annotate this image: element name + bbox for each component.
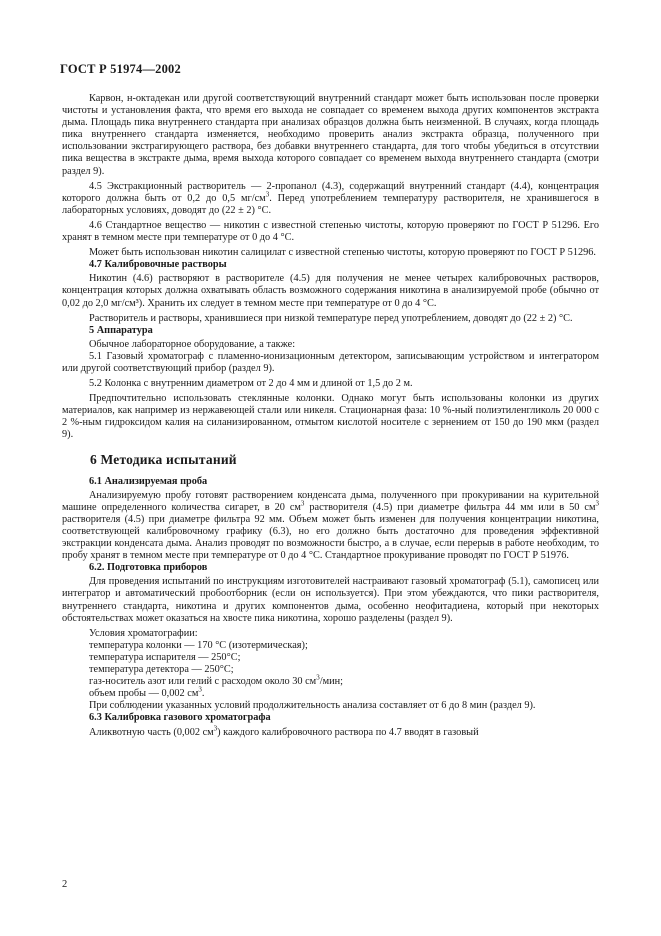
- subheading-6-1: 6.1 Анализируемая проба: [89, 475, 208, 487]
- subheading-5: 5 Аппаратура: [89, 324, 153, 336]
- condition-injector-temp: температура испарителя — 250°С;: [89, 651, 241, 663]
- paragraph-5-1: 5.1 Газовый хроматограф с пламенно-ионизационным детектором, записывающим устройством и интегратором или другой соответствующий прибор (раздел 9).: [62, 350, 599, 374]
- page-number: 2: [62, 879, 68, 890]
- paragraph-5-2: 5.2 Колонка с внутренним диаметром от 2 до 4 мм и длиной от 1,5 до 2 м.: [89, 378, 413, 390]
- paragraph-solvent-temperature: Растворитель и растворы, хранившиеся при низкой температуре перед употреблением, доводят до (22 ± 2) °С.: [89, 312, 573, 324]
- paragraph-sample-part3: растворителя (4.5) при диаметре фильтра 92 мм. Объем может быть изменен для получения концентрации никотина, соответствующей калибровочному графику (6.3), но его должно быть достаточно для проведения эффективной экстракции конденсата дыма. Анализ проводят по возможности быстро, а в случае, если перерыв в работе необходим, то пробу хранят в темном месте при температуре от 0 до 4 °С. Стандартное прокуривание проводят по ГОСТ Р 51976.: [62, 513, 599, 562]
- superscript: 3: [213, 724, 218, 733]
- standard-header: ГОСТ Р 51974—2002: [60, 62, 181, 76]
- document-body: [62, 93, 599, 742]
- paragraph-sample-part1: Анализируемую пробу готовят растворением конденсата дыма, полученного при прокуривании на курительной машине определенного количества сигарет, в 20 см: [62, 489, 599, 513]
- superscript: 3: [300, 499, 305, 508]
- paragraph-nicotine-salicylate: Может быть использован никотин салицилат с известной степенью чистоты, которую проверяют по ГОСТ Р 51296.: [89, 247, 596, 259]
- condition-carrier-gas-part2: /мин;: [319, 676, 343, 688]
- paragraph-4-5-part1: 4.5 Экстракционный растворитель — 2-пропанол (4.3), содержащий внутренний стандарт (4.4), концентрация которого должна быть от 0,2 до 0,5 мг/см: [62, 180, 599, 204]
- condition-sample-volume-part2: .: [201, 688, 205, 700]
- superscript: 3: [198, 685, 202, 694]
- section-heading-6: 6 Методика испытаний: [90, 451, 237, 467]
- condition-detector-temp: температура детектора — 250°С;: [89, 664, 234, 676]
- paragraph-analysis-duration: При соблюдении указанных условий продолжительность анализа составляет от 6 до 8 мин (раздел 9).: [89, 700, 536, 712]
- paragraph-calibration-solutions: Никотин (4.6) растворяют в растворителе (4.5) для получения не менее четырех калибровочных растворов, концентрация которых должна охватывать область возможного содержания никотина в анализируемой пробе (обычно от 0,02 до 2,0 мг/см³). Хранить их следует в темном месте при температуре от 0 до 4 °С.: [62, 273, 599, 309]
- condition-carrier-gas-part1: газ-носитель азот или гелий с расходом около 30 см: [89, 676, 317, 688]
- superscript: 3: [265, 190, 270, 199]
- condition-sample-volume: [89, 685, 599, 700]
- paragraph-aliquot-part1: Аликвотную часть (0,002 см: [89, 726, 214, 738]
- paragraph-4-5: [62, 181, 599, 217]
- superscript: 3: [316, 673, 320, 682]
- condition-carrier-gas: [89, 673, 599, 688]
- paragraph-columns: Предпочтительно использовать стеклянные колонки. Однако могут быть использованы колонки из других материалов, как например из нержавеющей стали или никеля. Стационарная фаза: 10 %-ный полиэтиленгликоль 20 000 с 2 %-ным гидроксидом калия на силанизированном, отмытом кислотой носителе с зернением от 150 до 190 мкм (раздел 9).: [62, 393, 599, 441]
- superscript: 3: [595, 499, 599, 508]
- subheading-6-2: 6.2. Подготовка приборов: [89, 562, 208, 574]
- condition-column-temp: температура колонки — 170 °С (изотермическая);: [89, 639, 308, 651]
- paragraph-4-6: 4.6 Стандартное вещество — никотин с известной степенью чистоты, которую проверяют по ГОСТ Р 51296. Его хранят в темном месте при температуре от 0 до 4 °С.: [62, 219, 599, 244]
- paragraph-aliquot: [62, 724, 599, 739]
- paragraph-sample: [62, 490, 599, 563]
- paragraph-4-5-part2: . Перед употреблением температуру растворителя, не хранившегося в лабораторных условиях, доводят до (22 ± 2) °С.: [62, 192, 599, 216]
- paragraph-internal-standard: Карвон, н-октадекан или другой соответствующий внутренний стандарт может быть использован после проверки чистоты и установления факта, что время его выхода не совпадает со временем выхода других компонентов экстракта дыма. Площадь пика внутреннего стандарта при анализах образцов должна быть неизменной. В случаях, когда площадь пика внутреннего стандарта изменяется, необходимо проверить анализ экстракта образца, полученного при использовании экстрагирующего раствора, без добавки внутреннего стандарта, для того чтобы убедиться в отсутствии пика вещества в экстракте дыма, время выхода которого совпадает со временем выхода внутреннего стандарта (смотри раздел 9).: [62, 93, 599, 177]
- paragraph-lab-equipment: Обычное лабораторное оборудование, а также:: [89, 338, 296, 350]
- condition-sample-volume-part1: объем пробы — 0,002 см: [89, 688, 199, 700]
- paragraph-instrument-setup: Для проведения испытаний по инструкциям изготовителей настраивают газовый хроматограф (5.1), самописец или интегратор и автоматический пробоотборник (если он используется). При этом убеждаются, что пики растворителя, внутреннего стандарта, никотина и других компонентов дыма, особенно неофитадиена, который при некоторых обстоятельствах может оказаться на хвосте пика никотина, хорошо разделены (раздел 9).: [62, 576, 599, 624]
- paragraph-aliquot-part2: ) каждого калибровочного раствора по 4.7 вводят в газовый: [217, 726, 479, 738]
- conditions-title: Условия хроматографии:: [89, 627, 198, 639]
- subheading-6-3: 6.3 Калибровка газового хроматографа: [89, 712, 271, 724]
- paragraph-sample-part2: растворителя (4.5) при диаметре фильтра 44 мм или в 50 см: [304, 501, 596, 513]
- subheading-4-7: 4.7 Калибровочные растворы: [89, 259, 227, 271]
